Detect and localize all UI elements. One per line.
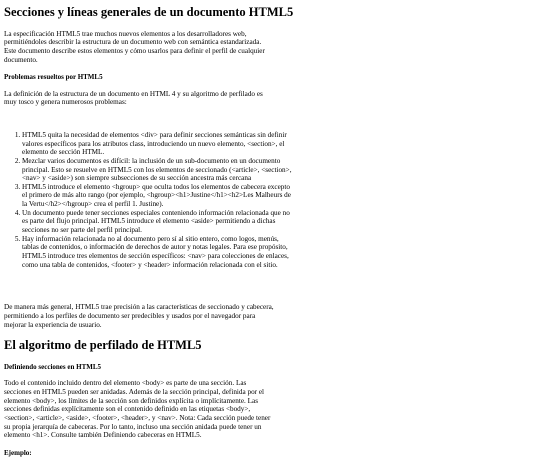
defining-sections-paragraph: Todo el contenido incluido dentro del elemento <body> es parte de una sección. Las secciones en HTML5 pueden ser anidadas. Además de la sección principal, definida por el elemento <body>, los límites de la sección son definidos explícita o implícitamente. Las secciones definidas explícitamente son el contenido definido en las etiquetas <body>, <section>, <article>, <aside>, <footer>, <header>, y <nav>. Nota: Cada sección puede tener su propia jerarquía de cabeceras. Por lo tanto, incluso una sección anidada puede tener un elemento <h1>. Consulte también Definiendo cabeceras en HTML5. — [4, 379, 271, 440]
list-item: 4. Un documento puede tener secciones especiales conteniendo información relacionada que no es parte del flujo principal. HTML5 introduce el elemento <aside> permitiendo a dichas secciones no ser parte del perfil principal. — [22, 209, 292, 235]
list-item: 1. HTML5 quita la necesidad de elementos <div> para definir secciones semánticas sin definir valores específicos para los atributos class, introduciendo un nuevo elemento, <section>, el elemento de sección HTML. — [22, 131, 292, 157]
list-item: 3. HTML5 introduce el elemento <hgroup> que oculta todos los elementos de cabecera excepto el primero de más alto rango (por ejemplo, <hgroup><h1>Justine</h1><h2>Les Malheurs de la Vertu</h2></hgroup> crea el perfil 1. Justine). — [22, 183, 292, 209]
summary-paragraph: De manera más general, HTML5 trae precisión a las características de seccionado y cabecera, permitiendo a los perfiles de documento ser predecibles y usados por el navegador para mejorar la experiencia de usuario. — [4, 303, 274, 329]
section-title-algorithm: El algoritmo de perfilado de HTML5 — [4, 338, 202, 353]
list-item: 5. Hay información relacionada no al documento pero sí al sitio entero, como logos, menús, tablas de contenidos, o información de derechos de autor y notas legales. Para ese propósito, HTML5 introduce tres elementos de sección específicos: <nav> para colecciones de enlaces, como una tabla de contenidos, <footer> y <header> información relacionada con el sitio. — [22, 235, 292, 270]
page-title: Secciones y líneas generales de un documento HTML5 — [4, 5, 294, 19]
spacer — [4, 269, 536, 303]
intro-paragraph: La especificación HTML5 trae muchos nuevos elementos a los desarrolladores web, permitiéndoles describir la estructura de un documento web con semántica estandarizada. Este documento describe estos elementos y cómo usarlos para definir el perfil de cualquier documento. — [4, 29, 265, 64]
defining-sections-heading: Definiendo secciones en HTML5 — [4, 362, 102, 371]
example-label: Ejemplo: — [4, 448, 32, 457]
problems-intro-paragraph: La definición de la estructura de un documento en HTML 4 y su algoritmo de perfilado es muy tosco y genera numerosos problemas: — [4, 89, 263, 107]
list-item: 2. Mezclar varios documentos es difícil: la inclusión de un sub-documento en un documento principal. Esto se resuelve en HTML5 con los elementos de seccionado (<article>, <section>, <nav> y <aside>) son siempre subsecciones de su sección ancestra más cercana — [22, 157, 292, 183]
problems-heading: Problemas resueltos por HTML5 — [4, 73, 103, 82]
problems-list — [4, 131, 292, 269]
